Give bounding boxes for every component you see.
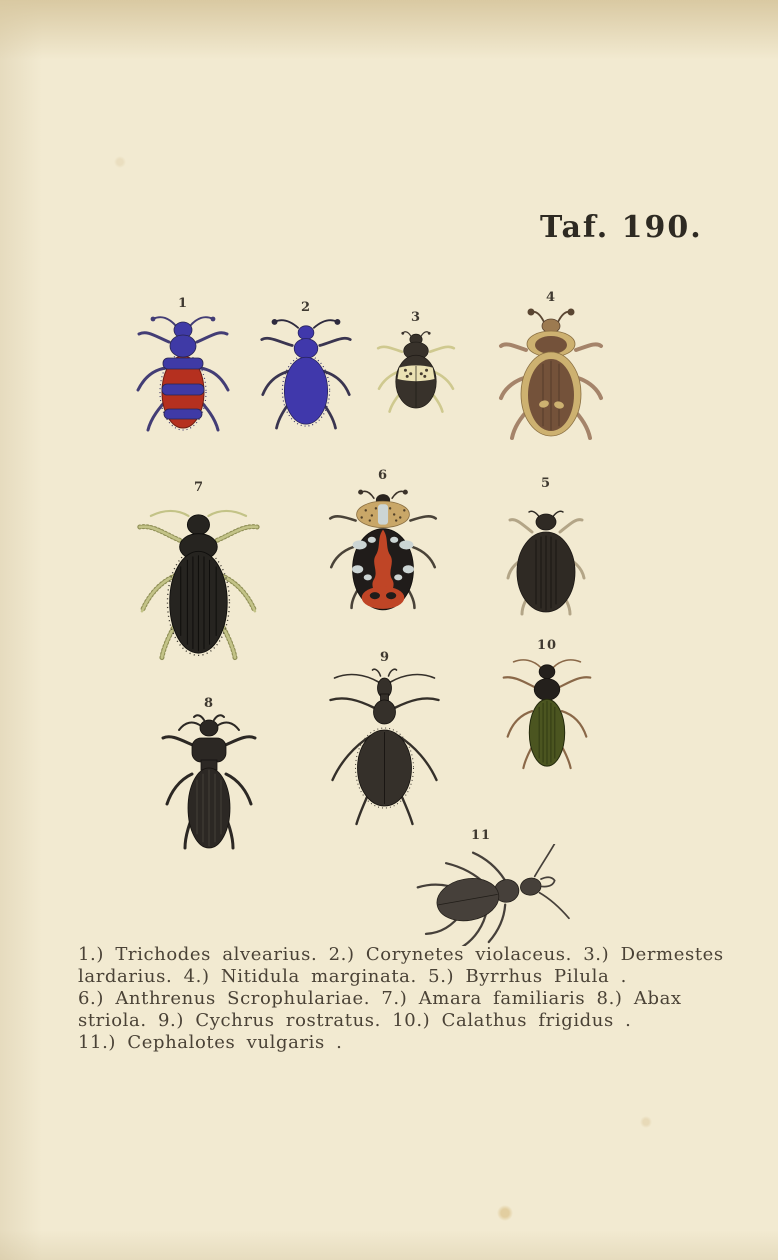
figure-7-number: 7	[193, 480, 205, 495]
figure-8-number: 8	[203, 696, 215, 711]
figure-9-number: 9	[379, 650, 391, 665]
figure-4-number: 4	[545, 290, 557, 305]
figure-7-amara-familiaris	[128, 480, 270, 662]
caption-line-4: striola. 9.) Cychrus rostratus. 10.) Calathus frigidus .	[78, 1010, 632, 1031]
figure-5-number: 5	[540, 476, 552, 491]
figure-1-trichodes-alvearius	[130, 296, 236, 436]
figure-2-corynetes-violaceus	[256, 300, 356, 432]
caption-line-5: 11.) Cephalotes vulgaris .	[78, 1032, 343, 1053]
beetle-illustration-abax-striola	[156, 712, 262, 854]
caption-line-2: lardarius. 4.) Nitidula marginata. 5.) Byrrhus Pilula .	[78, 966, 627, 987]
beetle-illustration-dermestes-lardarius	[372, 326, 460, 418]
figure-10-number: 10	[536, 638, 558, 653]
beetle-illustration-cephalotes-vulgaris	[392, 844, 570, 946]
beetle-illustration-corynetes-violaceus	[256, 316, 356, 432]
figure-11-number: 11	[470, 828, 492, 843]
plate-caption	[78, 944, 724, 1054]
figure-1-number: 1	[177, 296, 189, 311]
beetle-illustration-anthrenus-scrophulariae	[320, 484, 446, 620]
caption-line-1: 1.) Trichodes alvearius. 2.) Corynetes violaceus. 3.) Dermestes	[78, 944, 724, 965]
figure-5-byrrhus-pilula	[490, 476, 602, 624]
figure-2-number: 2	[300, 300, 312, 315]
beetle-illustration-cychrus-rostratus	[316, 666, 454, 828]
figure-9-cychrus-rostratus	[316, 650, 454, 828]
figure-10-calathus-frigidus	[496, 638, 598, 774]
figure-6-number: 6	[377, 468, 389, 483]
beetle-illustration-nitidula-marginata	[494, 306, 608, 448]
figure-11-cephalotes-vulgaris	[392, 828, 570, 946]
figure-6-anthrenus-scrophulariae	[320, 468, 446, 620]
plate-title: Taf. 190.	[540, 210, 703, 245]
beetle-illustration-amara-familiaris	[128, 496, 270, 662]
figure-4-nitidula-marginata	[494, 290, 608, 448]
beetle-illustration-calathus-frigidus	[496, 654, 598, 774]
caption-line-3: 6.) Anthrenus Scrophulariae. 7.) Amara familiaris 8.) Abax	[78, 988, 682, 1009]
figure-8-abax-striola	[156, 696, 262, 854]
beetle-illustration-trichodes-alvearius	[130, 312, 236, 436]
figure-3-dermestes-lardarius	[372, 310, 460, 418]
beetle-illustration-byrrhus-pilula	[490, 492, 602, 624]
figure-3-number: 3	[410, 310, 422, 325]
